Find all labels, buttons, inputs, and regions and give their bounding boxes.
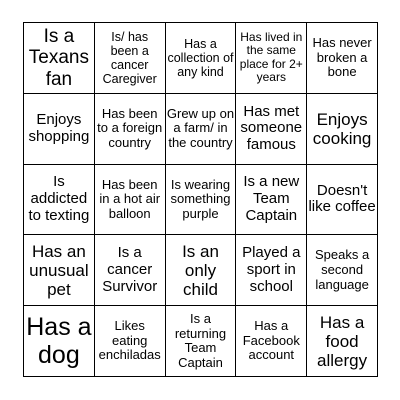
cell-text: Is a new Team Captain (243, 173, 300, 224)
cell-text: Enjoys shopping (28, 110, 90, 145)
cell-text: Has been in a hot air balloon (99, 176, 161, 221)
bingo-cell[interactable] (24, 235, 95, 306)
cell-text: Speaks a second language (314, 247, 370, 292)
cell-text: Has met someone famous (240, 102, 303, 154)
cell-text: Is wearing something purple (170, 176, 231, 221)
cell-text: Is a returning Team Captain (174, 311, 227, 370)
bingo-cell[interactable] (236, 94, 307, 165)
cell-text: Is a Texans fan (28, 26, 89, 90)
cell-text: Has a collection of any kind (167, 36, 234, 79)
bingo-cell[interactable] (95, 165, 166, 236)
bingo-cell[interactable] (236, 235, 307, 306)
bingo-cell[interactable] (95, 306, 166, 377)
cell-text: Doesn't like coffee (308, 181, 376, 216)
cell-text: Has lived in the same place for 2+ years (239, 30, 303, 85)
cell-text: Is a cancer Survivor (102, 244, 158, 295)
bingo-cell[interactable] (236, 306, 307, 377)
cell-text: Is addicted to texting (28, 173, 90, 224)
cell-text: Is/ has been a cancer Caregiver (102, 29, 157, 86)
bingo-cell[interactable] (307, 94, 378, 165)
cell-text: Has a dog (26, 313, 92, 370)
cell-text: Played a sport in school (242, 244, 301, 295)
cell-text: Likes eating enchiladas (98, 318, 161, 363)
cell-text: Has an unusual pet (29, 241, 89, 299)
bingo-cell[interactable] (307, 306, 378, 377)
cell-text: Has a Facebook account (242, 318, 300, 363)
bingo-cell[interactable] (24, 165, 95, 236)
bingo-cell[interactable] (166, 235, 237, 306)
bingo-cell[interactable] (166, 23, 237, 94)
bingo-cell[interactable] (24, 94, 95, 165)
bingo-cell[interactable] (307, 23, 378, 94)
bingo-cell[interactable] (236, 23, 307, 94)
cell-text: Has a food allergy (317, 312, 368, 370)
bingo-cell[interactable] (166, 165, 237, 236)
bingo-cell[interactable] (95, 235, 166, 306)
cell-text: Has been to a foreign country (97, 105, 163, 150)
cell-text: Grew up on a farm/ in the country (166, 105, 235, 150)
bingo-cell[interactable] (24, 306, 95, 377)
bingo-cell[interactable] (95, 94, 166, 165)
bingo-cell[interactable] (236, 165, 307, 236)
bingo-cell[interactable] (166, 94, 237, 165)
bingo-cell[interactable] (95, 23, 166, 94)
bingo-cell[interactable] (307, 165, 378, 236)
cell-text: Is an only child (182, 241, 219, 299)
bingo-cell[interactable] (166, 306, 237, 377)
cell-text: Enjoys cooking (312, 109, 372, 148)
bingo-cell[interactable] (307, 235, 378, 306)
bingo-board (23, 22, 378, 377)
bingo-cell[interactable] (24, 23, 95, 94)
cell-text: Has never broken a bone (312, 35, 372, 80)
